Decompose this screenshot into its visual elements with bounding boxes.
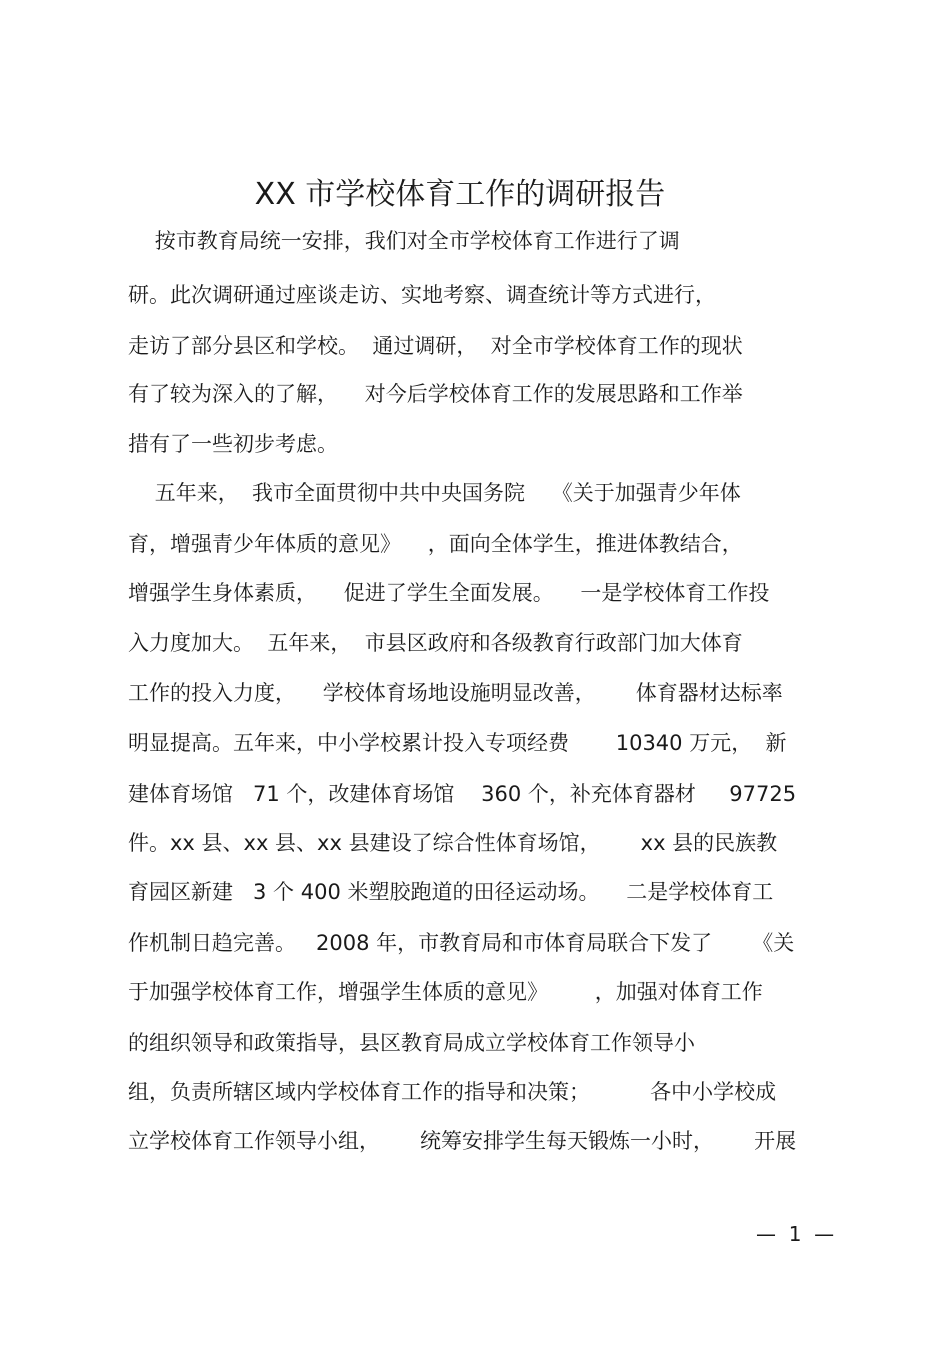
body-text-line: 按市教育局统一安排，我们对全市学校体育工作进行了调 bbox=[128, 229, 680, 253]
body-text-line: 作机制日趋完善。 2008 年，市教育局和市体育局联合下发了 《关 bbox=[128, 931, 795, 955]
document-title: XX 市学校体育工作的调研报告 bbox=[254, 177, 666, 212]
body-text-line: 工作的投入力度， 学校体育场地设施明显改善， 体育器材达标率 bbox=[128, 681, 783, 705]
body-text-line: 走访了部分县区和学校。 通过调研， 对全市学校体育工作的现状 bbox=[128, 334, 743, 358]
body-text-line: 组，负责所辖区域内学校体育工作的指导和决策； 各中小学校成 bbox=[128, 1080, 777, 1104]
body-text-line: 有了较为深入的了解， 对今后学校体育工作的发展思路和工作举 bbox=[128, 382, 743, 406]
body-text-line: 育园区新建 3 个 400 米塑胶跑道的田径运动场。 二是学校体育工 bbox=[128, 880, 774, 904]
body-text-line: 立学校体育工作领导小组， 统筹安排学生每天锻炼一小时， 开展 bbox=[128, 1129, 797, 1153]
body-text-line: 五年来， 我市全面贯彻中共中央国务院 《关于加强青少年体 bbox=[128, 481, 741, 505]
body-text-line: 的组织领导和政策指导，县区教育局成立学校体育工作领导小 bbox=[128, 1031, 695, 1055]
body-text-line: 措有了一些初步考虑。 bbox=[128, 432, 338, 456]
body-text-line: 增强学生身体素质， 促进了学生全面发展。 一是学校体育工作投 bbox=[128, 581, 770, 605]
body-text-line: 入力度加大。 五年来， 市县区政府和各级教育行政部门加大体育 bbox=[128, 631, 743, 655]
body-text-line: 建体育场馆 71 个，改建体育场馆 360 个，补充体育器材 97725 bbox=[128, 782, 797, 806]
body-text-line: 研。此次调研通过座谈走访、实地考察、调查统计等方式进行， bbox=[128, 283, 716, 307]
body-text-line: 明显提高。五年来，中小学校累计投入专项经费 10340 万元， 新 bbox=[128, 731, 787, 755]
body-text-line: 育，增强青少年体质的意见》 ，面向全体学生，推进体教结合， bbox=[128, 532, 743, 556]
page-number: — 1 — bbox=[756, 1222, 835, 1246]
body-text-line: 于加强学校体育工作，增强学生体质的意见》 ，加强对体育工作 bbox=[128, 980, 763, 1004]
body-text-line: 件。xx 县、xx 县、xx 县建设了综合性体育场馆， xx 县的民族教 bbox=[128, 831, 778, 855]
